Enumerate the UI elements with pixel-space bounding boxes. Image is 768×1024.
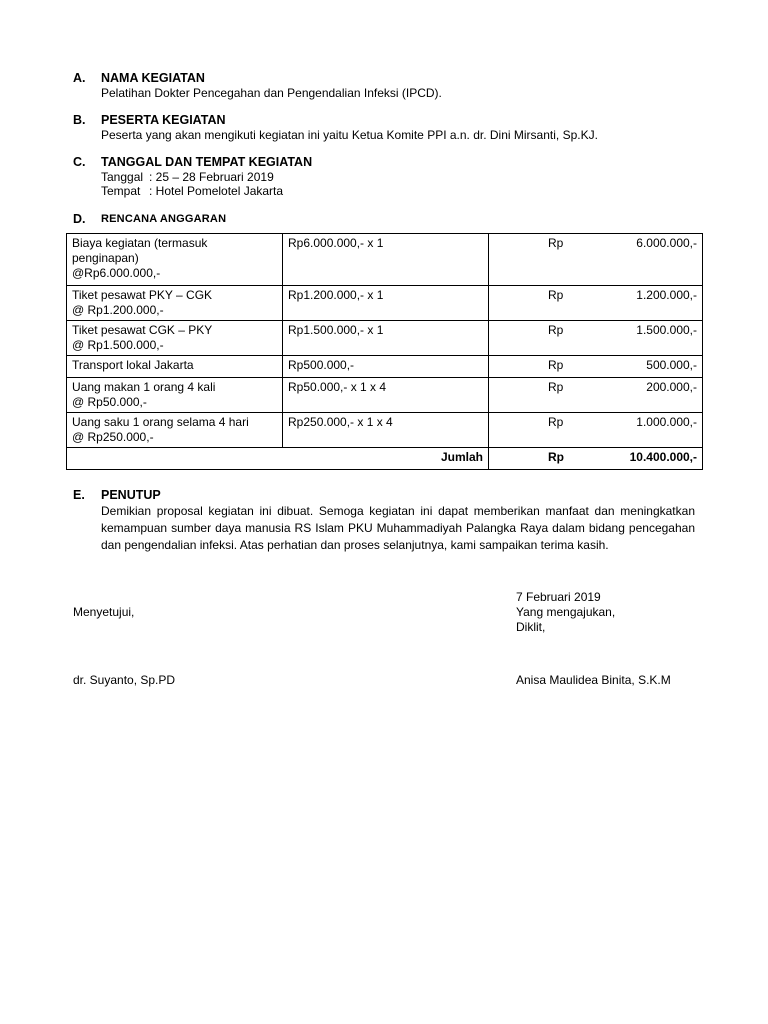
table-row	[67, 321, 703, 356]
budget-table	[66, 233, 703, 470]
item-cell	[67, 234, 283, 286]
item-text: @ Rp50.000,-	[72, 395, 147, 409]
section-title: PESERTA KEGIATAN	[101, 113, 226, 127]
table-row	[67, 378, 703, 413]
section-letter: C.	[73, 155, 86, 169]
section-title: RENCANA ANGGARAN	[101, 213, 227, 225]
section-rencana-anggaran	[73, 212, 703, 227]
date-value: : 25 – 28 Februari 2019	[149, 170, 274, 184]
calc-cell: Rp50.000,- x 1 x 4	[283, 378, 489, 413]
item-text: @ Rp1.200.000,-	[72, 303, 164, 317]
total-row	[67, 448, 703, 470]
item-text: @Rp6.000.000,-	[72, 266, 161, 280]
item-cell	[67, 356, 283, 378]
item-cell	[67, 286, 283, 321]
section-letter: A.	[73, 71, 86, 85]
amount: 1.000.000,-	[636, 415, 697, 429]
total-amount: 10.400.000,-	[629, 450, 697, 464]
total-cell	[489, 448, 703, 470]
section-text: Pelatihan Dokter Pencegahan dan Pengendalian Infeksi (IPCD).	[101, 86, 442, 100]
currency: Rp	[548, 415, 564, 429]
section-title: NAMA KEGIATAN	[101, 71, 205, 85]
approver-title: Menyetujui,	[73, 605, 135, 619]
section-title: TANGGAL DAN TEMPAT KEGIATAN	[101, 155, 313, 169]
currency: Rp	[548, 380, 564, 394]
currency: Rp	[548, 288, 564, 302]
table-row	[67, 286, 703, 321]
approver-name: dr. Suyanto, Sp.PD	[73, 673, 176, 687]
item-cell	[67, 378, 283, 413]
section-penutup	[73, 488, 703, 503]
section-letter: B.	[73, 113, 86, 127]
amount-cell	[489, 413, 703, 448]
total-label: Jumlah	[67, 448, 489, 470]
signature-date: 7 Februari 2019	[516, 590, 601, 604]
amount: 1.500.000,-	[636, 323, 697, 337]
item-text: Uang saku 1 orang selama 4 hari	[72, 415, 249, 429]
calc-cell: Rp1.500.000,- x 1	[283, 321, 489, 356]
section-title: PENUTUP	[101, 488, 161, 502]
amount: 200.000,-	[646, 380, 697, 394]
amount: 500.000,-	[646, 358, 697, 372]
section-tanggal-tempat	[73, 155, 703, 198]
section-text: Peserta yang akan mengikuti kegiatan ini yaitu Ketua Komite PPI a.n. dr. Dini Mirsanti, Sp.KJ.	[101, 128, 598, 142]
section-peserta-kegiatan	[73, 113, 703, 142]
place-label: Tempat	[101, 184, 141, 198]
section-letter: E.	[73, 488, 85, 502]
closing-paragraph: Demikian proposal kegiatan ini dibuat. Semoga kegiatan ini dapat memberikan manfaat dan meningkatkan kemampuan sumber daya manusia RS Islam PKU Muhammadiyah Palangka Raya dalam bidang pencegahan dan pengendalian infeksi. Atas perhatian dan proses selanjutnya, kami sampaikan terima kasih.	[101, 504, 695, 552]
item-text: @ Rp1.500.000,-	[72, 338, 164, 352]
calc-cell: Rp1.200.000,- x 1	[283, 286, 489, 321]
currency: Rp	[548, 236, 564, 250]
item-text: @ Rp250.000,-	[72, 430, 154, 444]
amount-cell	[489, 234, 703, 286]
currency: Rp	[548, 358, 564, 372]
calc-cell: Rp500.000,-	[283, 356, 489, 378]
amount-cell	[489, 321, 703, 356]
section-letter: D.	[73, 212, 86, 226]
item-text: penginapan)	[72, 251, 139, 265]
submitter-name: Anisa Maulidea Binita, S.K.M	[516, 673, 671, 687]
item-text: Tiket pesawat PKY – CGK	[72, 288, 213, 302]
amount: 6.000.000,-	[636, 236, 697, 250]
item-cell	[67, 413, 283, 448]
table-row	[67, 234, 703, 286]
place-row	[101, 184, 703, 198]
currency: Rp	[548, 323, 564, 337]
table-row	[67, 413, 703, 448]
item-cell	[67, 321, 283, 356]
item-text: Transport lokal Jakarta	[72, 358, 194, 372]
amount-cell	[489, 378, 703, 413]
submitter-title: Yang mengajukan,	[516, 605, 616, 619]
amount-cell	[489, 356, 703, 378]
date-row	[101, 170, 703, 184]
date-label: Tanggal	[101, 170, 144, 184]
place-value: : Hotel Pomelotel Jakarta	[149, 184, 284, 198]
submitter-role: Diklit,	[516, 620, 546, 634]
item-text: Biaya kegiatan (termasuk	[72, 236, 208, 250]
currency: Rp	[548, 450, 564, 464]
section-nama-kegiatan	[73, 71, 703, 100]
item-text: Uang makan 1 orang 4 kali	[72, 380, 216, 394]
calc-cell: Rp250.000,- x 1 x 4	[283, 413, 489, 448]
item-text: Tiket pesawat CGK – PKY	[72, 323, 213, 337]
amount-cell	[489, 286, 703, 321]
calc-cell: Rp6.000.000,- x 1	[283, 234, 489, 286]
amount: 1.200.000,-	[636, 288, 697, 302]
table-row	[67, 356, 703, 378]
